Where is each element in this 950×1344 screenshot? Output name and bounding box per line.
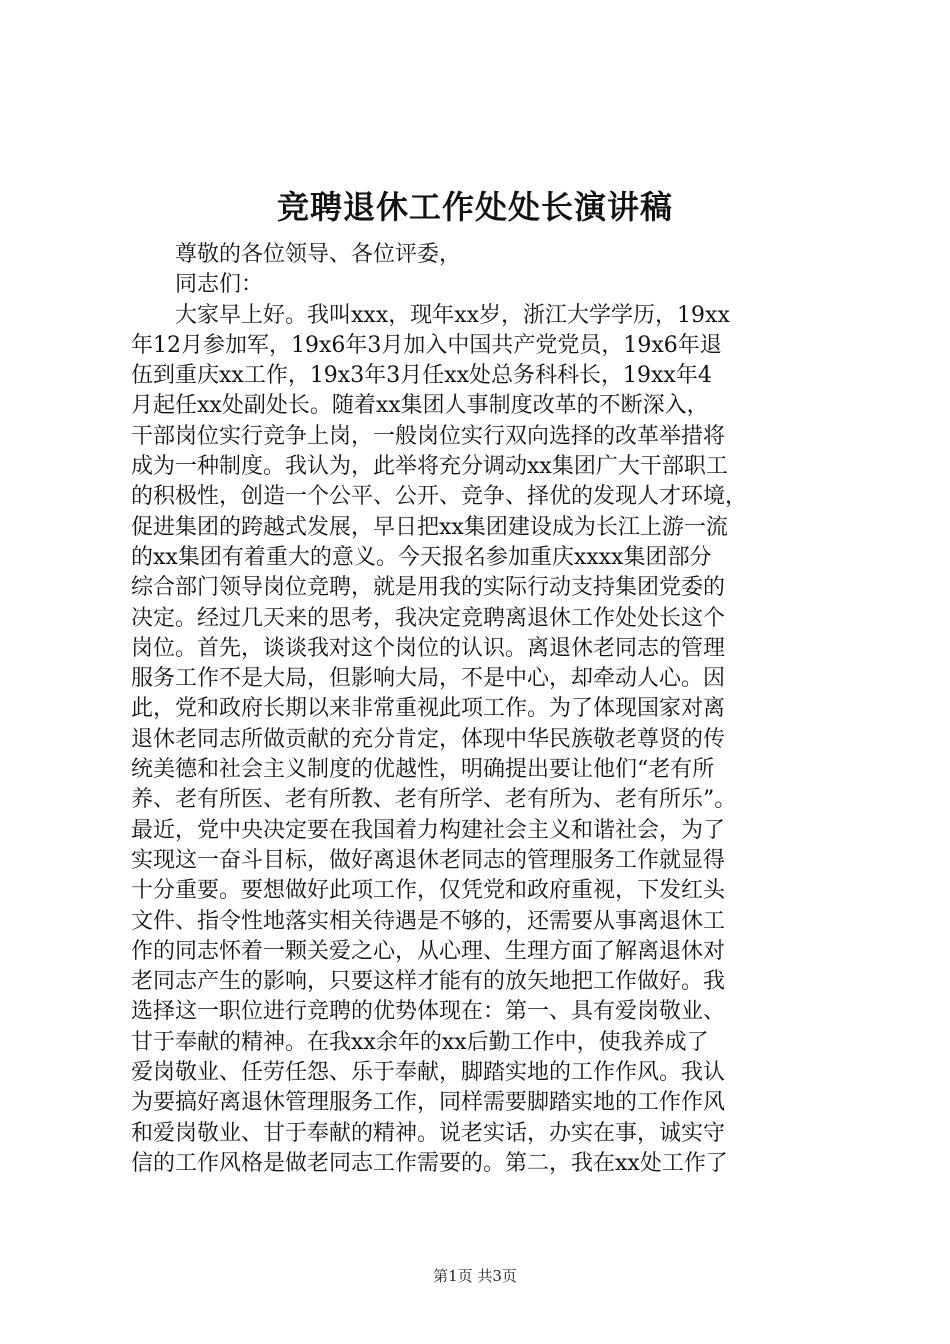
body-line: 为要搞好离退休管理服务工作，同样需要脚踏实地的工作作风 [131, 1090, 726, 1116]
body-line: 年12月参加军，19x6年3月加入中国共产党党员，19x6年退 [131, 332, 722, 358]
body-line: 十分重要。要想做好此项工作，仅凭党和政府重视，下发红头 [131, 878, 726, 904]
salutation-line: 同志们： [175, 272, 264, 298]
body-line: 综合部门领导岗位竞聘，就是用我的实际行动支持集团党委的 [131, 575, 726, 601]
body-line: 岗位。首先，谈谈我对这个岗位的认识。离退休老同志的管理 [131, 635, 726, 661]
document-title: 竞聘退休工作处处长演讲稿 [276, 188, 673, 226]
body-line: 老同志产生的影响，只要这样才能有的放矢地把工作做好。我 [131, 969, 726, 995]
body-line: 月起任xx处副处长。随着xx集团人事制度改革的不断深入， [131, 393, 709, 419]
body-line: 的积极性，创造一个公平、公开、竞争、择优的发现人才环境， [131, 484, 748, 510]
body-line: 文件、指令性地落实相关待遇是不够的，还需要从事离退休工 [131, 908, 726, 934]
body-line: 作的同志怀着一颗关爱之心，从心理、生理方面了解离退休对 [131, 938, 726, 964]
document-body [131, 240, 831, 1179]
body-line: 成为一种制度。我认为，此举将充分调动xx集团广大干部职工 [131, 454, 728, 480]
body-line: 服务工作不是大局，但影响大局，不是中心，却牵动人心。因 [131, 666, 726, 692]
body-line: 此，党和政府长期以来非常重视此项工作。为了体现国家对离 [131, 696, 726, 722]
body-line: 决定。经过几天来的思考，我决定竞聘离退休工作处处长这个 [131, 605, 726, 631]
body-line: 退休老同志所做贡献的充分肯定，体现中华民族敬老尊贤的传 [131, 726, 726, 752]
body-line: 甘于奉献的精神。在我xx余年的xx后勤工作中，使我养成了 [131, 1029, 709, 1055]
salutation-line: 尊敬的各位领导、各位评委， [175, 242, 462, 267]
body-paragraph [131, 301, 831, 1180]
page-footer: 第1页 共3页 [433, 1267, 517, 1285]
body-line: 大家早上好。我叫xxx，现年xx岁，浙江大学学历，19xx [175, 302, 730, 328]
body-line: 的xx集团有着重大的意义。今天报名参加重庆xxxx集团部分 [131, 544, 712, 570]
body-line: 干部岗位实行竞争上岗，一般岗位实行双向选择的改革举措将 [131, 423, 726, 449]
body-line: 和爱岗敬业、甘于奉献的精神。说老实话，办实在事，诚实守 [131, 1120, 726, 1146]
body-line: 信的工作风格是做老同志工作需要的。第二，我在xx处工作了 [131, 1150, 728, 1176]
body-line: 统美德和社会主义制度的优越性，明确提出要让他们“老有所 [131, 757, 715, 783]
body-line: 爱岗敬业、任劳任怨、乐于奉献，脚踏实地的工作作风。我认 [131, 1060, 726, 1086]
body-line: 促进集团的跨越式发展，早日把xx集团建设成为长江上游一流 [131, 514, 728, 540]
body-line: 选择这一职位进行竞聘的优势体现在：第一、具有爱岗敬业、 [131, 999, 726, 1025]
body-line: 养、老有所医、老有所教、老有所学、老有所为、老有所乐”。 [131, 787, 737, 813]
body-line: 最近，党中央决定要在我国着力构建社会主义和谐社会，为了 [131, 817, 726, 843]
body-line: 伍到重庆xx工作，19x3年3月任xx处总务科科长，19xx年4 [131, 363, 712, 389]
body-line: 实现这一奋斗目标，做好离退休老同志的管理服务工作就显得 [131, 847, 726, 873]
